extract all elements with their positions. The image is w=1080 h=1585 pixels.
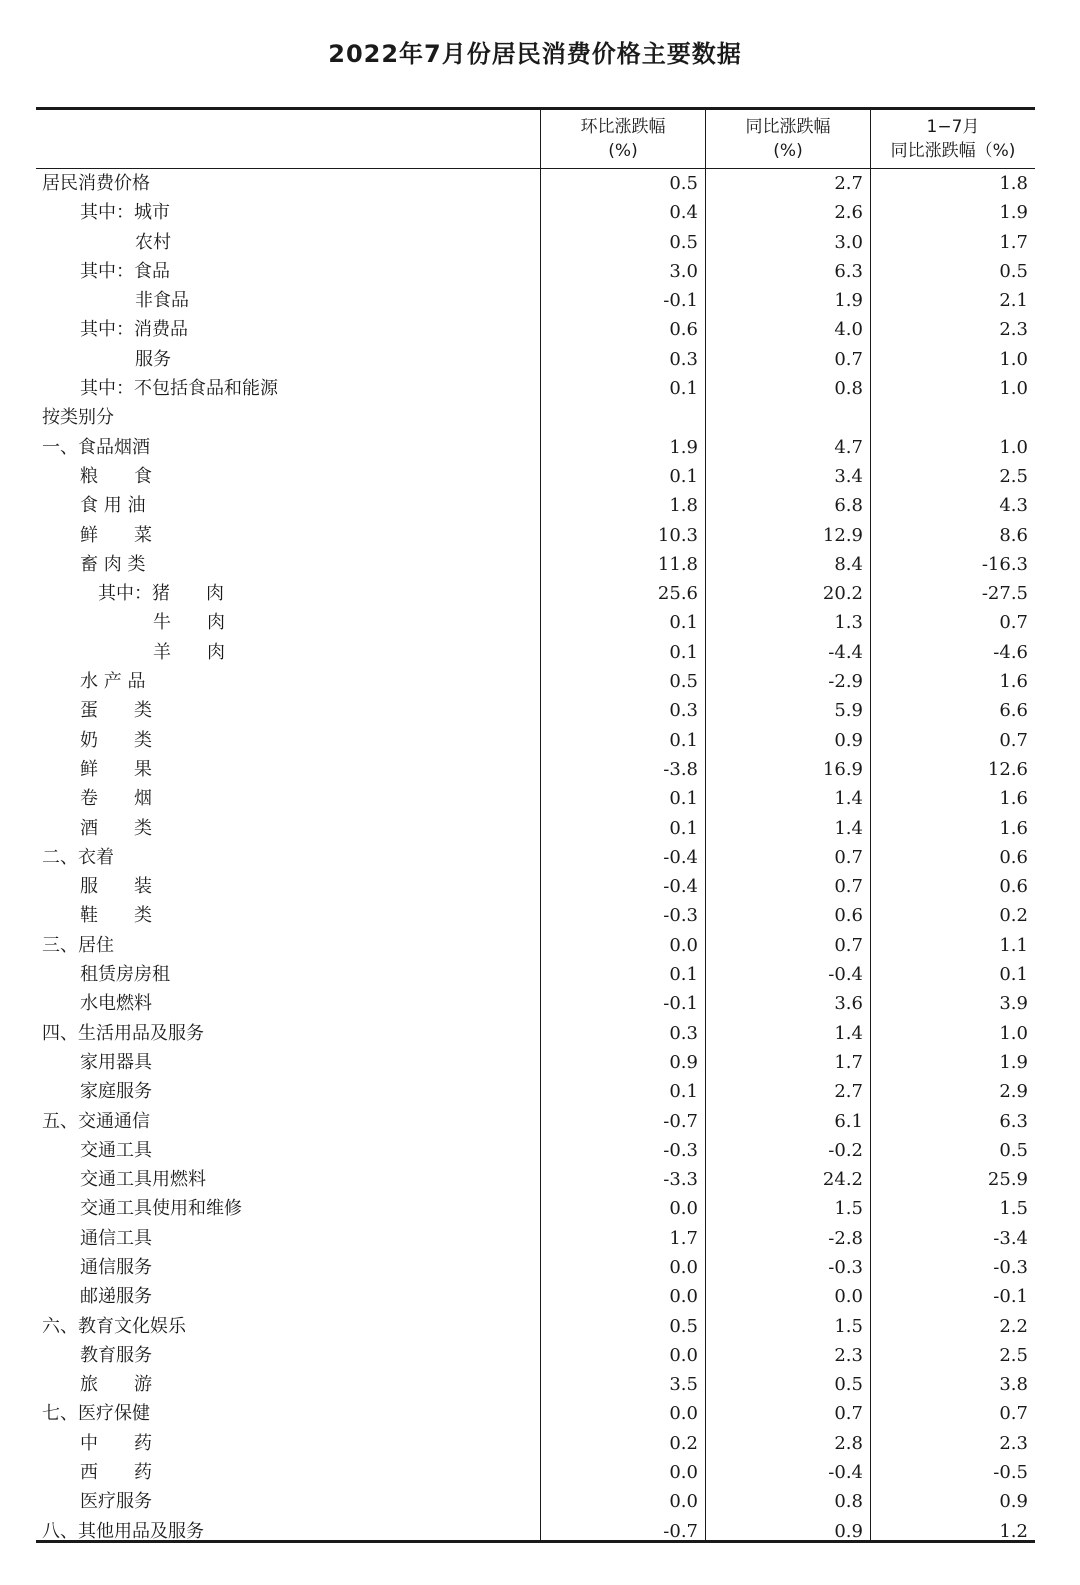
table-row bbox=[0, 931, 1080, 960]
table-row bbox=[0, 872, 1080, 901]
table-row bbox=[0, 814, 1080, 843]
yoy-value: 3.0 bbox=[834, 231, 863, 253]
ytd-yoy-value: 2.3 bbox=[999, 1432, 1028, 1454]
mom-value: -0.3 bbox=[663, 905, 698, 927]
yoy-value: 12.9 bbox=[822, 524, 863, 546]
row-label: 食 用 油 bbox=[80, 495, 146, 517]
mom-value: 0.2 bbox=[669, 1432, 698, 1454]
header-label: 1−7月 bbox=[926, 117, 980, 137]
header-mom-change bbox=[541, 110, 705, 168]
ytd-yoy-value: 2.1 bbox=[999, 290, 1028, 312]
header-yoy-change bbox=[706, 110, 870, 168]
table-row bbox=[0, 198, 1080, 227]
row-label: 家用器具 bbox=[80, 1051, 152, 1073]
table-row bbox=[0, 462, 1080, 491]
ytd-yoy-value: 2.3 bbox=[999, 319, 1028, 341]
ytd-yoy-value: -0.1 bbox=[993, 1286, 1028, 1308]
table-row bbox=[0, 1312, 1080, 1341]
table-row bbox=[0, 1165, 1080, 1194]
mom-value: 0.9 bbox=[669, 1051, 698, 1073]
table-row bbox=[0, 403, 1080, 432]
mom-value: 0.1 bbox=[669, 817, 698, 839]
row-label: 水 产 品 bbox=[80, 671, 146, 693]
ytd-yoy-value: 3.9 bbox=[999, 993, 1028, 1015]
row-label: 教育服务 bbox=[80, 1344, 152, 1366]
table-row bbox=[0, 374, 1080, 403]
ytd-yoy-value: 1.6 bbox=[999, 788, 1028, 810]
yoy-value: 1.4 bbox=[834, 817, 863, 839]
table-row bbox=[0, 1282, 1080, 1311]
yoy-value: 0.7 bbox=[834, 348, 863, 370]
mom-value: 1.7 bbox=[669, 1227, 698, 1249]
ytd-yoy-value: 6.6 bbox=[999, 700, 1028, 722]
mom-value: 0.0 bbox=[669, 1403, 698, 1425]
row-label: 医疗服务 bbox=[80, 1491, 152, 1513]
ytd-yoy-value: -4.6 bbox=[993, 641, 1028, 663]
yoy-value: -0.4 bbox=[828, 964, 863, 986]
mom-value: 0.3 bbox=[669, 348, 698, 370]
table-row bbox=[0, 1399, 1080, 1428]
ytd-yoy-value: 1.5 bbox=[999, 1198, 1028, 1220]
ytd-yoy-value: 0.7 bbox=[999, 612, 1028, 634]
ytd-yoy-value: -0.5 bbox=[993, 1462, 1028, 1484]
table-row bbox=[0, 726, 1080, 755]
ytd-yoy-value: 6.3 bbox=[999, 1110, 1028, 1132]
yoy-value: 8.4 bbox=[834, 553, 863, 575]
ytd-yoy-value: 3.8 bbox=[999, 1374, 1028, 1396]
table-row bbox=[0, 784, 1080, 813]
table-row bbox=[0, 286, 1080, 315]
row-label: 服 装 bbox=[80, 876, 152, 898]
ytd-yoy-value: 25.9 bbox=[987, 1169, 1028, 1191]
yoy-value: -4.4 bbox=[828, 641, 863, 663]
row-label: 鞋 类 bbox=[80, 905, 152, 927]
header-unit: (%) bbox=[608, 141, 638, 161]
yoy-value: 4.0 bbox=[834, 319, 863, 341]
mom-value: 0.6 bbox=[669, 319, 698, 341]
mom-value: 11.8 bbox=[657, 553, 698, 575]
ytd-yoy-value: 1.0 bbox=[999, 1022, 1028, 1044]
yoy-value: 1.9 bbox=[834, 290, 863, 312]
yoy-value: -0.4 bbox=[828, 1462, 863, 1484]
yoy-value: 0.7 bbox=[834, 846, 863, 868]
table-row bbox=[0, 1107, 1080, 1136]
table-row bbox=[0, 433, 1080, 462]
table-body bbox=[0, 169, 1080, 1546]
ytd-yoy-value: 8.6 bbox=[999, 524, 1028, 546]
row-label: 家庭服务 bbox=[80, 1081, 152, 1103]
table-row bbox=[0, 550, 1080, 579]
yoy-value: 6.3 bbox=[834, 260, 863, 282]
mom-value: 0.3 bbox=[669, 700, 698, 722]
table-row bbox=[0, 169, 1080, 198]
row-label: 粮 食 bbox=[80, 465, 152, 487]
yoy-value: 0.7 bbox=[834, 934, 863, 956]
yoy-value: 0.8 bbox=[834, 1491, 863, 1513]
yoy-value: 0.9 bbox=[834, 729, 863, 751]
row-label: 其中：猪 肉 bbox=[98, 583, 224, 605]
row-label: 其中：食品 bbox=[80, 260, 170, 282]
mom-value: -0.1 bbox=[663, 993, 698, 1015]
mom-value: -3.8 bbox=[663, 758, 698, 780]
mom-value: 0.0 bbox=[669, 1286, 698, 1308]
yoy-value: 1.5 bbox=[834, 1315, 863, 1337]
mom-value: -0.3 bbox=[663, 1139, 698, 1161]
mom-value: 1.9 bbox=[669, 436, 698, 458]
ytd-yoy-value: 2.5 bbox=[999, 1344, 1028, 1366]
yoy-value: -0.3 bbox=[828, 1256, 863, 1278]
row-label: 蛋 类 bbox=[80, 700, 152, 722]
row-label: 居民消费价格 bbox=[42, 173, 150, 194]
row-label: 邮递服务 bbox=[80, 1286, 152, 1308]
yoy-value: 6.8 bbox=[834, 495, 863, 517]
row-label: 奶 类 bbox=[80, 729, 152, 751]
ytd-yoy-value: -16.3 bbox=[981, 553, 1028, 575]
row-label: 通信工具 bbox=[80, 1227, 152, 1249]
yoy-value: 3.4 bbox=[834, 465, 863, 487]
mom-value: 0.4 bbox=[669, 202, 698, 224]
mom-value: -0.4 bbox=[663, 876, 698, 898]
mom-value: 3.5 bbox=[669, 1374, 698, 1396]
ytd-yoy-value: 1.6 bbox=[999, 817, 1028, 839]
row-label: 八、其他用品及服务 bbox=[42, 1520, 204, 1542]
ytd-yoy-value: 1.1 bbox=[999, 934, 1028, 956]
ytd-yoy-value: -3.4 bbox=[993, 1227, 1028, 1249]
mom-value: 0.1 bbox=[669, 1081, 698, 1103]
table-row bbox=[0, 960, 1080, 989]
ytd-yoy-value: 0.2 bbox=[999, 905, 1028, 927]
mom-value: 0.0 bbox=[669, 1491, 698, 1513]
yoy-value: 0.7 bbox=[834, 876, 863, 898]
mom-value: 0.5 bbox=[669, 231, 698, 253]
ytd-yoy-value: 2.5 bbox=[999, 465, 1028, 487]
row-label: 旅 游 bbox=[80, 1374, 152, 1396]
yoy-value: 1.4 bbox=[834, 788, 863, 810]
table-row bbox=[0, 579, 1080, 608]
table-row bbox=[0, 1224, 1080, 1253]
row-label: 租赁房房租 bbox=[80, 964, 170, 986]
header-ytd-yoy-change bbox=[871, 110, 1035, 168]
yoy-value: 2.8 bbox=[834, 1432, 863, 1454]
table-row bbox=[0, 315, 1080, 344]
yoy-value: 0.9 bbox=[834, 1520, 863, 1542]
table-row bbox=[0, 257, 1080, 286]
header-label: 环比涨跌幅 bbox=[580, 117, 666, 137]
yoy-value: -2.9 bbox=[828, 671, 863, 693]
yoy-value: 0.5 bbox=[834, 1374, 863, 1396]
ytd-yoy-value: 0.5 bbox=[999, 260, 1028, 282]
row-label: 通信服务 bbox=[80, 1256, 152, 1278]
ytd-yoy-value: 1.7 bbox=[999, 231, 1028, 253]
ytd-yoy-value: 0.7 bbox=[999, 1403, 1028, 1425]
yoy-value: 3.6 bbox=[834, 993, 863, 1015]
row-label: 五、交通通信 bbox=[42, 1110, 150, 1132]
row-label: 羊 肉 bbox=[153, 641, 225, 663]
row-label: 畜 肉 类 bbox=[80, 553, 146, 575]
mom-value: 0.0 bbox=[669, 1198, 698, 1220]
row-label: 卷 烟 bbox=[80, 788, 152, 810]
ytd-yoy-value: 2.9 bbox=[999, 1081, 1028, 1103]
ytd-yoy-value: 1.9 bbox=[999, 202, 1028, 224]
table-row bbox=[0, 491, 1080, 520]
ytd-yoy-value: 0.1 bbox=[999, 964, 1028, 986]
mom-value: 25.6 bbox=[657, 583, 698, 605]
row-label: 六、教育文化娱乐 bbox=[42, 1315, 186, 1337]
table-row bbox=[0, 989, 1080, 1018]
yoy-value: 24.2 bbox=[822, 1169, 863, 1191]
mom-value: 0.0 bbox=[669, 934, 698, 956]
table-row bbox=[0, 1458, 1080, 1487]
yoy-value: -2.8 bbox=[828, 1227, 863, 1249]
mom-value: -0.1 bbox=[663, 290, 698, 312]
table-row bbox=[0, 1048, 1080, 1077]
ytd-yoy-value: 1.2 bbox=[999, 1520, 1028, 1542]
yoy-value: 16.9 bbox=[822, 758, 863, 780]
row-label: 七、医疗保健 bbox=[42, 1403, 150, 1425]
header-label: 同比涨跌幅 bbox=[745, 117, 831, 137]
yoy-value: 0.8 bbox=[834, 378, 863, 400]
ytd-yoy-value: 1.9 bbox=[999, 1051, 1028, 1073]
row-label: 中 药 bbox=[80, 1432, 152, 1454]
table-row bbox=[0, 901, 1080, 930]
table-row bbox=[0, 667, 1080, 696]
yoy-value: 0.6 bbox=[834, 905, 863, 927]
row-label: 酒 类 bbox=[80, 817, 152, 839]
yoy-value: 2.7 bbox=[834, 173, 863, 194]
table-row bbox=[0, 843, 1080, 872]
table-row bbox=[0, 1194, 1080, 1223]
mom-value: 10.3 bbox=[657, 524, 698, 546]
row-label: 西 药 bbox=[80, 1462, 152, 1484]
row-label: 交通工具用燃料 bbox=[80, 1169, 206, 1191]
table-row bbox=[0, 521, 1080, 550]
mom-value: 0.5 bbox=[669, 671, 698, 693]
mom-value: 0.1 bbox=[669, 641, 698, 663]
yoy-value: 0.0 bbox=[834, 1286, 863, 1308]
mom-value: 0.1 bbox=[669, 378, 698, 400]
header-label: 同比涨跌幅（%) bbox=[890, 141, 1016, 161]
row-label: 非食品 bbox=[135, 290, 189, 312]
row-label: 二、衣着 bbox=[42, 846, 114, 868]
row-label: 其中：城市 bbox=[80, 202, 170, 224]
table-row bbox=[0, 1077, 1080, 1106]
ytd-yoy-value: 1.8 bbox=[999, 173, 1028, 194]
row-label: 四、生活用品及服务 bbox=[42, 1022, 204, 1044]
mom-value: -0.7 bbox=[663, 1110, 698, 1132]
row-label: 牛 肉 bbox=[153, 612, 225, 634]
ytd-yoy-value: 1.0 bbox=[999, 348, 1028, 370]
yoy-value: 1.4 bbox=[834, 1022, 863, 1044]
yoy-value: 1.5 bbox=[834, 1198, 863, 1220]
ytd-yoy-value: 0.9 bbox=[999, 1491, 1028, 1513]
mom-value: 0.1 bbox=[669, 788, 698, 810]
mom-value: 0.1 bbox=[669, 612, 698, 634]
mom-value: -0.7 bbox=[663, 1520, 698, 1542]
table-row bbox=[0, 696, 1080, 725]
row-label: 三、居住 bbox=[42, 934, 114, 956]
table-row bbox=[0, 1487, 1080, 1516]
ytd-yoy-value: 2.2 bbox=[999, 1315, 1028, 1337]
yoy-value: 2.3 bbox=[834, 1344, 863, 1366]
yoy-value: -0.2 bbox=[828, 1139, 863, 1161]
table-row bbox=[0, 1136, 1080, 1165]
row-label: 交通工具使用和维修 bbox=[80, 1198, 242, 1220]
mom-value: 0.3 bbox=[669, 1022, 698, 1044]
table-row bbox=[0, 1341, 1080, 1370]
table-row bbox=[0, 608, 1080, 637]
mom-value: 0.0 bbox=[669, 1256, 698, 1278]
mom-value: -3.3 bbox=[663, 1169, 698, 1191]
yoy-value: 6.1 bbox=[834, 1110, 863, 1132]
row-label: 鲜 果 bbox=[80, 758, 152, 780]
ytd-yoy-value: -27.5 bbox=[981, 583, 1028, 605]
yoy-value: 20.2 bbox=[822, 583, 863, 605]
yoy-value: 2.7 bbox=[834, 1081, 863, 1103]
row-label: 其中：不包括食品和能源 bbox=[80, 378, 278, 400]
mom-value: 0.0 bbox=[669, 1462, 698, 1484]
mom-value: 0.1 bbox=[669, 465, 698, 487]
yoy-value: 2.6 bbox=[834, 202, 863, 224]
row-label: 其中：消费品 bbox=[80, 319, 188, 341]
ytd-yoy-value: 0.7 bbox=[999, 729, 1028, 751]
row-label: 交通工具 bbox=[80, 1139, 152, 1161]
header-unit: (%) bbox=[773, 141, 803, 161]
table-row bbox=[0, 755, 1080, 784]
mom-value: 0.1 bbox=[669, 964, 698, 986]
row-label: 鲜 菜 bbox=[80, 524, 152, 546]
row-label: 服务 bbox=[135, 348, 171, 370]
row-label: 水电燃料 bbox=[80, 993, 152, 1015]
mom-value: 0.5 bbox=[669, 1315, 698, 1337]
ytd-yoy-value: 1.6 bbox=[999, 671, 1028, 693]
mom-value: 0.1 bbox=[669, 729, 698, 751]
yoy-value: 0.7 bbox=[834, 1403, 863, 1425]
ytd-yoy-value: 0.5 bbox=[999, 1139, 1028, 1161]
table-row bbox=[0, 1429, 1080, 1458]
page-title: 2022年7月份居民消费价格主要数据 bbox=[328, 40, 742, 68]
table-row bbox=[0, 1019, 1080, 1048]
mom-value: 0.5 bbox=[669, 173, 698, 194]
yoy-value: 5.9 bbox=[834, 700, 863, 722]
mom-value: 0.0 bbox=[669, 1344, 698, 1366]
table-row bbox=[0, 1517, 1080, 1546]
mom-value: 3.0 bbox=[669, 260, 698, 282]
table-row bbox=[0, 228, 1080, 257]
ytd-yoy-value: -0.3 bbox=[993, 1256, 1028, 1278]
table-row bbox=[0, 1253, 1080, 1282]
ytd-yoy-value: 1.0 bbox=[999, 378, 1028, 400]
yoy-value: 4.7 bbox=[834, 436, 863, 458]
row-label: 一、食品烟酒 bbox=[42, 436, 150, 458]
ytd-yoy-value: 12.6 bbox=[987, 758, 1028, 780]
ytd-yoy-value: 1.0 bbox=[999, 436, 1028, 458]
ytd-yoy-value: 0.6 bbox=[999, 846, 1028, 868]
yoy-value: 1.3 bbox=[834, 612, 863, 634]
table-row bbox=[0, 1370, 1080, 1399]
ytd-yoy-value: 4.3 bbox=[999, 495, 1028, 517]
table-row bbox=[0, 638, 1080, 667]
mom-value: 1.8 bbox=[669, 495, 698, 517]
row-label: 按类别分 bbox=[42, 407, 114, 429]
yoy-value: 1.7 bbox=[834, 1051, 863, 1073]
ytd-yoy-value: 0.6 bbox=[999, 876, 1028, 898]
mom-value: -0.4 bbox=[663, 846, 698, 868]
row-label: 农村 bbox=[135, 231, 171, 253]
table-row bbox=[0, 345, 1080, 374]
